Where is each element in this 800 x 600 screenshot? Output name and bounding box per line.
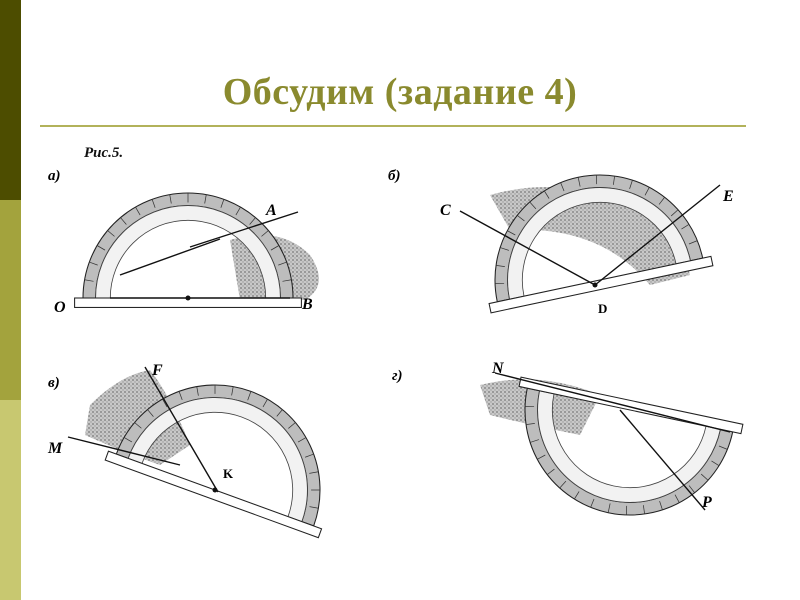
- title-underline: [40, 125, 746, 127]
- point-n-label: N: [492, 360, 504, 377]
- point-e-label: E: [723, 188, 734, 205]
- panel-a-label: а): [48, 168, 61, 184]
- protractor-figure: [40, 135, 760, 595]
- point-c-label: C: [440, 202, 451, 219]
- point-f-label: F: [152, 362, 163, 379]
- point-k-label: K: [223, 466, 234, 481]
- panel-b-label: б): [388, 168, 401, 184]
- point-m-label: M: [48, 440, 63, 457]
- point-o-label: O: [54, 299, 66, 316]
- ray-inner: [120, 239, 220, 275]
- figure-caption: Рис.5.: [84, 145, 124, 161]
- vertex-point: [593, 283, 598, 288]
- vertex-point: [186, 296, 191, 301]
- panel-v: [47, 353, 357, 538]
- point-d-label: D: [598, 301, 608, 316]
- point-p-label: P: [702, 494, 712, 511]
- sidebar-pale-segment: [0, 400, 21, 600]
- vertex-point: [213, 488, 218, 493]
- sidebar-light-segment: [0, 200, 21, 400]
- point-a-label: A: [266, 202, 277, 219]
- slide-title: Обсудим (задание 4): [222, 71, 578, 113]
- point-b-label: B: [302, 296, 313, 313]
- panel-b: [388, 154, 734, 316]
- panel-g: [392, 360, 743, 536]
- panel-g-label: г): [392, 368, 403, 384]
- panel-a: [48, 168, 319, 316]
- panel-v-label: в): [48, 375, 60, 391]
